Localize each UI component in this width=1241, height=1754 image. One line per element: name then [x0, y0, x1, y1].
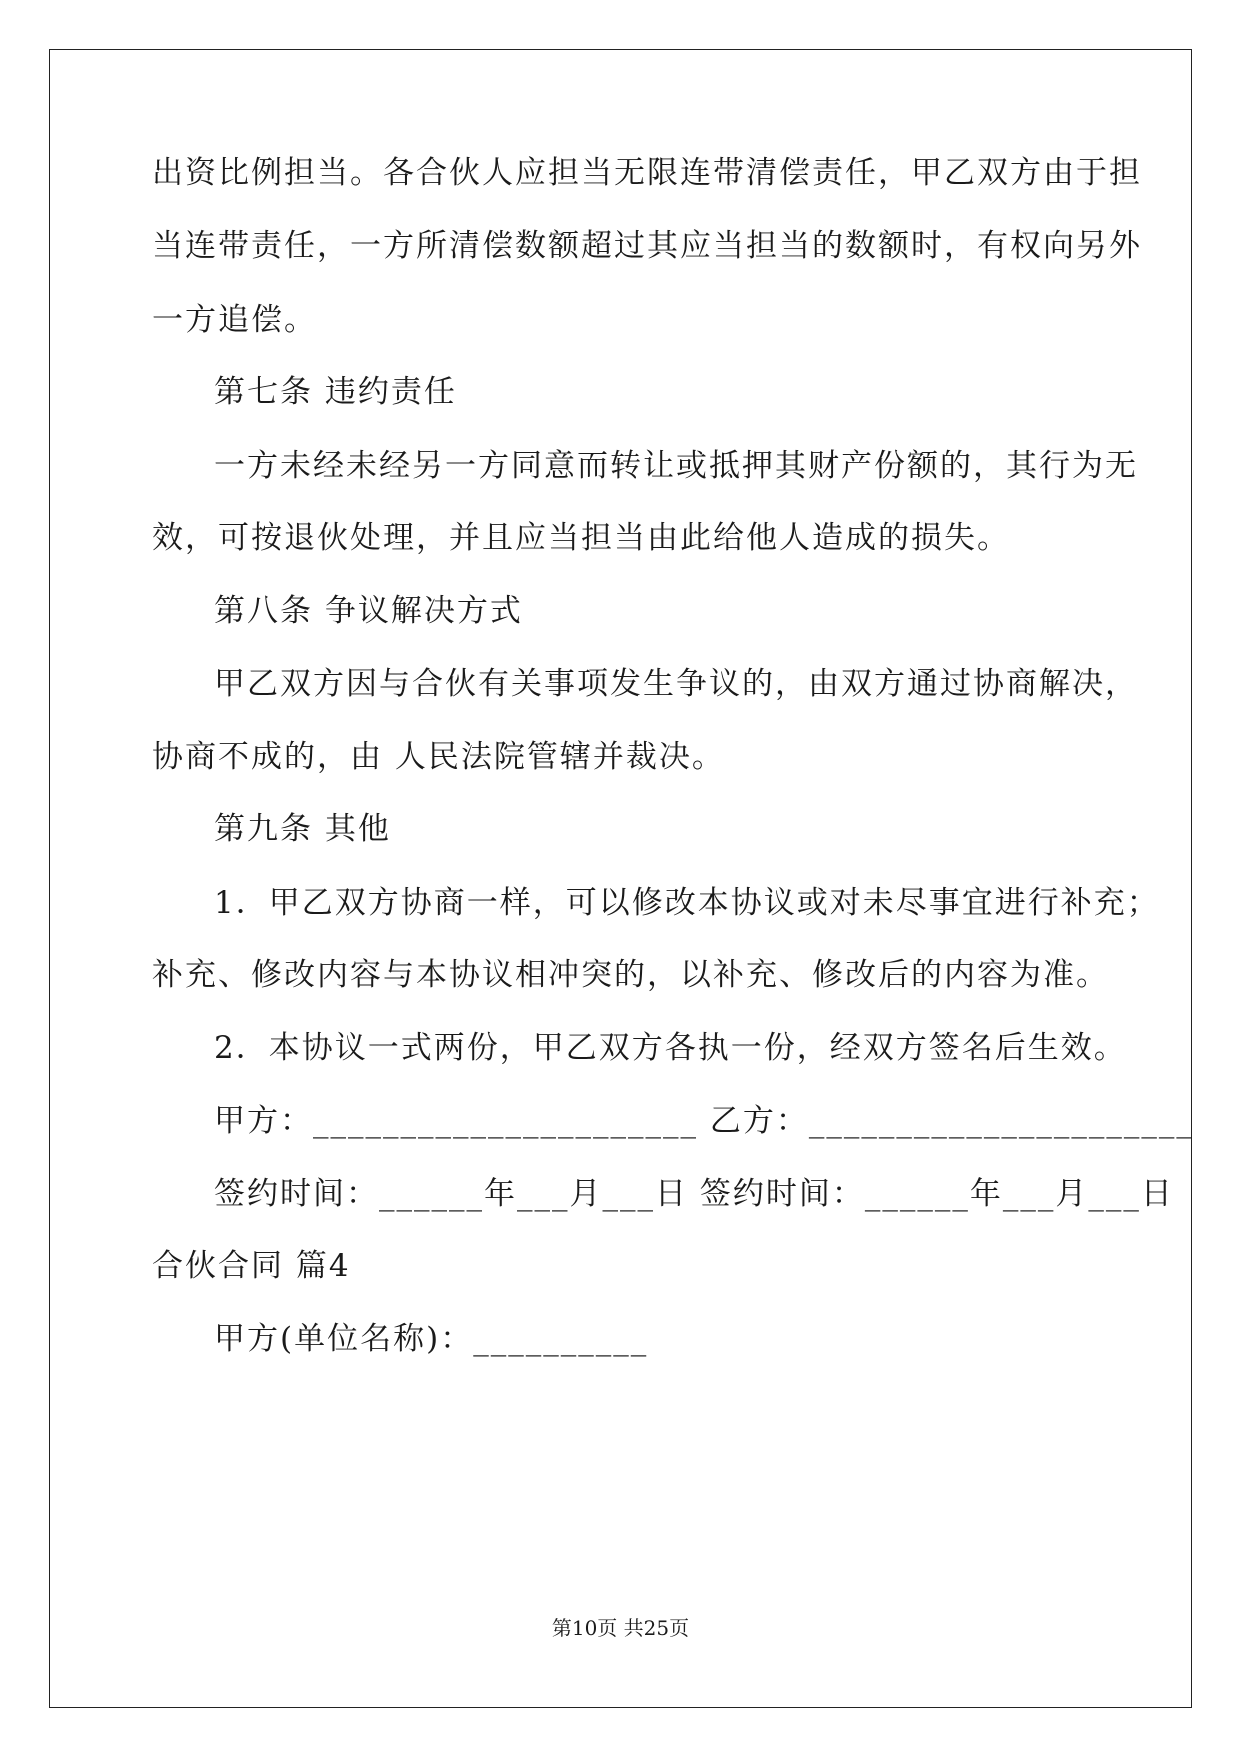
text-line-2: 当连带责任，一方所清偿数额超过其应当担当的数额时，有权向另外 [152, 228, 1142, 264]
article-8-heading: 第八条 争议解决方式 [214, 593, 523, 629]
text-line-9: 协商不成的，由 人民法院管辖并裁决。 [152, 739, 725, 775]
party-a-name-line: 甲方(单位名称)：__________ [214, 1321, 649, 1357]
text-line-6: 效，可按退伙处理，并且应当担当由此给他人造成的损失。 [152, 520, 1010, 556]
signing-date-line: 签约时间：______年___月___日 签约时间：______年___月___日 [214, 1176, 1174, 1212]
page-number-footer: 第10页 共25页 [551, 1616, 690, 1640]
page-border [49, 49, 1192, 1708]
text-line-12: 补充、修改内容与本协议相冲突的，以补充、修改后的内容为准。 [152, 957, 1109, 993]
article-9-heading: 第九条 其他 [214, 811, 391, 847]
signature-parties-line: 甲方：______________________ 乙方：______________________ [214, 1103, 1194, 1139]
text-line-3: 一方追偿。 [152, 302, 317, 338]
text-line-5: 一方未经未经另一方同意而转让或抵押其财产份额的，其行为无 [214, 448, 1138, 484]
text-line-1: 出资比例担当。各合伙人应担当无限连带清偿责任，甲乙双方由于担 [152, 155, 1142, 191]
text-line-13: 2．本协议一式两份，甲乙双方各执一份，经双方签名后生效。 [214, 1030, 1127, 1066]
text-line-11: 1．甲乙双方协商一样，可以修改本协议或对未尽事宜进行补充； [214, 885, 1160, 921]
text-line-8: 甲乙双方因与合伙有关事项发生争议的，由双方通过协商解决， [214, 666, 1138, 702]
section-heading-part-4: 合伙合同 篇4 [152, 1248, 351, 1284]
article-7-heading: 第七条 违约责任 [214, 374, 457, 410]
